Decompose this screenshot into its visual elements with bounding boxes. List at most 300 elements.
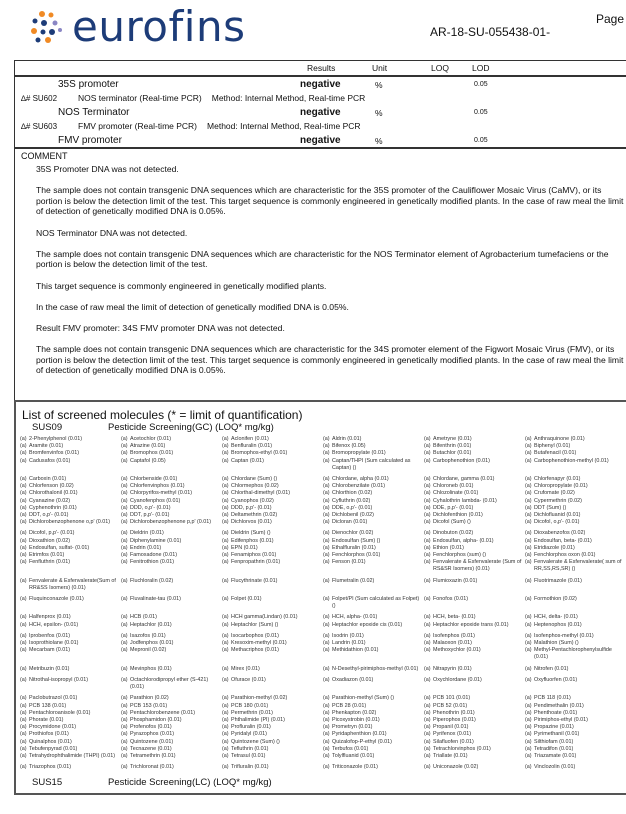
- molecule-item: [222, 476, 323, 483]
- unit: %: [375, 80, 383, 90]
- molecule-block: [20, 436, 626, 472]
- molecule-item: [323, 483, 424, 490]
- molecule-marker: (a): [20, 724, 27, 731]
- test-method: Method: Internal Method, Real-time PCR: [211, 93, 366, 103]
- molecule-marker: (a): [222, 621, 229, 628]
- molecule-name: Mirex (0.01): [231, 665, 260, 672]
- molecule-marker: (a): [323, 695, 330, 702]
- section-code: SUS15: [32, 777, 63, 789]
- test-method: Method: Internal Method, Real-time PCR: [207, 121, 361, 131]
- molecule-name: PCB 101 (0.01): [433, 695, 471, 702]
- molecule-marker: (a): [525, 497, 532, 504]
- molecule-row: [20, 505, 626, 512]
- molecule-name: Trichloronat (0.01): [130, 764, 174, 771]
- molecule-marker: (a): [20, 665, 27, 672]
- molecule-marker: (a): [323, 716, 330, 723]
- molecule-item: [222, 764, 323, 771]
- molecule-name: Endrin (0.01): [130, 544, 162, 551]
- molecule-item: [121, 695, 222, 702]
- molecule-row: [20, 753, 626, 760]
- molecule-marker: (a): [20, 443, 27, 450]
- molecule-marker: (a): [424, 702, 431, 709]
- molecule-name: Captafol (0.05): [130, 457, 166, 464]
- molecule-name: Dichlobenil (0.02): [332, 512, 374, 519]
- molecule-name: Bifenox (0.05): [332, 443, 366, 450]
- molecule-marker: (a): [323, 544, 330, 551]
- molecule-name: Endosulfan, beta- (0.01): [534, 537, 592, 544]
- molecule-name: Oxyfluorfen (0.01): [534, 676, 578, 683]
- molecule-item: [525, 483, 626, 490]
- molecule-marker: (a): [20, 738, 27, 745]
- molecule-item: [222, 753, 323, 760]
- molecule-marker: (a): [525, 483, 532, 490]
- molecule-name: Quizalofop-P-ethyl (0.01): [332, 738, 392, 745]
- molecule-marker: (a): [222, 724, 229, 731]
- molecule-row: [20, 666, 626, 673]
- molecule-item: [424, 476, 525, 483]
- molecule-name: Ethalfluralin (0.01): [332, 544, 376, 551]
- molecule-grid: [20, 436, 626, 775]
- molecule-item: [20, 519, 121, 526]
- molecule-name: DDT, o,p'- (0.01): [29, 512, 69, 519]
- molecule-name: Fenson (0.01): [332, 559, 366, 566]
- molecule-item: [525, 498, 626, 505]
- molecule-marker: (a): [20, 731, 27, 738]
- molecule-item: [323, 578, 424, 592]
- molecule-name: Fluquinconazole (0.01): [29, 596, 84, 603]
- molecule-item: [20, 443, 121, 450]
- molecule-name: Diphenylamine (0.01): [130, 537, 182, 544]
- molecule-item: [424, 552, 525, 559]
- molecule-marker: (a): [525, 745, 532, 752]
- molecule-name: Oxadiazon (0.01): [332, 676, 374, 683]
- molecule-name: Folpet/PI (Sum calculated as Folpet) (): [332, 596, 420, 610]
- molecule-name: Uniconazole (0.02): [433, 764, 479, 771]
- molecule-marker: (a): [323, 504, 330, 511]
- molecule-name: Carbophenothion (0.01): [433, 457, 490, 464]
- molecule-item: [323, 622, 424, 629]
- molecule-item: [222, 731, 323, 738]
- molecule-item: [222, 640, 323, 647]
- molecule-item: [20, 739, 121, 746]
- molecule-item: [121, 764, 222, 771]
- molecule-name: Procymidone (0.01): [29, 724, 77, 731]
- molecule-item: [121, 530, 222, 537]
- molecule-marker: (a): [20, 640, 27, 647]
- molecule-marker: (a): [222, 632, 229, 639]
- brand-name: eurofins: [72, 2, 246, 51]
- molecule-marker: (a): [222, 745, 229, 752]
- molecule-marker: (a): [20, 559, 27, 566]
- molecule-item: [525, 519, 626, 526]
- molecule-name: Profluralin (0.01): [231, 724, 271, 731]
- molecule-marker: (a): [424, 709, 431, 716]
- molecule-marker: (a): [121, 436, 128, 442]
- molecule-name: Prothiofos (0.01): [29, 731, 69, 738]
- molecule-item: [323, 519, 424, 526]
- molecule-item: [525, 436, 626, 443]
- molecule-row: [20, 530, 626, 537]
- molecule-marker: (a): [121, 450, 128, 457]
- molecule-item: [424, 578, 525, 592]
- molecule-item: [20, 724, 121, 731]
- molecule-marker: (a): [222, 483, 229, 490]
- molecule-marker: (a): [525, 443, 532, 450]
- molecule-item: [323, 717, 424, 724]
- eurofins-logo-icon: [30, 10, 64, 44]
- molecule-name: Flumetralin (0.02): [332, 577, 375, 584]
- molecule-name: Butachlor (0.01): [433, 450, 472, 457]
- molecule-item: [424, 647, 525, 661]
- molecule-item: [20, 753, 121, 760]
- molecule-item: [222, 505, 323, 512]
- molecule-marker: (a): [222, 738, 229, 745]
- molecule-item: [222, 519, 323, 526]
- molecule-marker: (a): [121, 745, 128, 752]
- molecule-name: Cadusafos (0.01): [29, 457, 71, 464]
- molecule-name: DDT, p,p'- (0.01): [130, 512, 170, 519]
- molecule-marker: (a): [222, 702, 229, 709]
- molecule-marker: (a): [424, 745, 431, 752]
- section-heading: [32, 422, 626, 434]
- molecule-name: Propanil (0.01): [433, 724, 469, 731]
- molecule-item: [121, 559, 222, 573]
- molecule-name: Fluchloralin (0.02): [130, 577, 174, 584]
- molecule-marker: (a): [424, 724, 431, 731]
- molecule-name: Deltamethrin (0.02): [231, 512, 278, 519]
- molecule-name: Chlordane, gamma (0.01): [433, 476, 495, 483]
- molecule-marker: (a): [525, 476, 532, 483]
- molecule-row: [20, 483, 626, 490]
- molecule-item: [20, 731, 121, 738]
- molecule-item: [121, 640, 222, 647]
- molecule-name: Etrimfos (0.01): [29, 552, 65, 559]
- molecule-marker: (a): [525, 716, 532, 723]
- molecule-item: [222, 436, 323, 443]
- molecule-item: [424, 614, 525, 621]
- molecule-name: Fenvalerate & Esfenvalerate(Sum of RR&SS Isomers) (0.01): [29, 577, 116, 591]
- molecule-item: [20, 530, 121, 537]
- molecule-row: [20, 695, 626, 702]
- molecule-item: [525, 559, 626, 573]
- molecule-item: [424, 640, 525, 647]
- molecule-marker: (a): [121, 632, 128, 639]
- molecule-row: [20, 450, 626, 457]
- molecule-item: [20, 505, 121, 512]
- molecule-row: [20, 552, 626, 559]
- molecule-name: Fonofos (0.01): [433, 596, 469, 603]
- molecule-name: Flucythrinate (0.01): [231, 577, 278, 584]
- results-header: [15, 61, 626, 77]
- molecule-item: [323, 614, 424, 621]
- molecule-marker: (a): [323, 702, 330, 709]
- molecule-marker: (a): [121, 552, 128, 559]
- molecule-item: [222, 490, 323, 497]
- molecule-name: Chlormephos (0.02): [231, 483, 279, 490]
- molecule-item: [121, 483, 222, 490]
- molecule-name: Dioxathion (0.02): [29, 537, 71, 544]
- molecule-item: [20, 703, 121, 710]
- molecule-marker: (a): [222, 519, 229, 526]
- molecule-item: [20, 647, 121, 661]
- molecule-marker: (a): [424, 436, 431, 442]
- molecule-marker: (a): [424, 731, 431, 738]
- molecule-name: Phenthoate (0.01): [534, 709, 578, 716]
- molecule-marker: (a): [20, 504, 27, 511]
- molecule-name: Chlorbenside (0.01): [130, 476, 178, 483]
- molecule-item: [424, 436, 525, 443]
- molecule-marker: (a): [121, 702, 128, 709]
- molecule-name: Chlozolinate (0.01): [433, 490, 479, 497]
- molecule-marker: (a): [222, 559, 229, 566]
- molecule-marker: (a): [323, 497, 330, 504]
- molecule-item: [323, 552, 424, 559]
- molecule-name: Pirimiphos-ethyl (0.01): [534, 716, 588, 723]
- molecule-marker: (a): [323, 621, 330, 628]
- molecule-name: Phorate (0.01): [29, 716, 64, 723]
- molecule-marker: (a): [424, 640, 431, 647]
- molecule-item: [323, 498, 424, 505]
- molecule-marker: (a): [20, 552, 27, 559]
- molecule-item: [121, 633, 222, 640]
- molecule-block: [20, 530, 626, 573]
- lod: 0.05: [474, 109, 488, 116]
- molecule-item: [424, 724, 525, 731]
- molecule-name: Methacriphos (0.01): [231, 647, 279, 654]
- molecule-marker: (a): [323, 614, 330, 621]
- molecule-marker: (a): [121, 537, 128, 544]
- molecule-name: Pentachloroanisole (0.01): [29, 709, 91, 716]
- molecule-marker: (a): [525, 731, 532, 738]
- molecule-marker: (a): [424, 559, 431, 566]
- molecule-name: Iprobenfos (0.01): [29, 632, 71, 639]
- molecule-row: [20, 443, 626, 450]
- molecule-marker: (a): [323, 752, 330, 759]
- molecule-name: Fenitrothion (0.01): [130, 559, 175, 566]
- molecule-block: [20, 578, 626, 592]
- molecule-name: Benfluralin (0.01): [231, 443, 273, 450]
- molecule-marker: (a): [222, 552, 229, 559]
- molecule-item: [121, 739, 222, 746]
- molecule-marker: (a): [424, 716, 431, 723]
- molecule-item: [525, 552, 626, 559]
- molecule-marker: (a): [20, 764, 27, 771]
- molecule-name: Mecarbam (0.01): [29, 647, 71, 654]
- molecule-name: Phthalimide (PI) (0.01): [231, 716, 285, 723]
- molecule-name: Phenothrin (0.01): [433, 709, 475, 716]
- molecule-marker: (a): [323, 443, 330, 450]
- comment-paragraph: Result FMV promoter: 34S FMV promoter DNA was not detected.: [36, 322, 285, 333]
- molecule-name: Heptenophos (0.01): [534, 621, 582, 628]
- molecule-name: Silafluofen (0.01): [433, 738, 474, 745]
- molecule-marker: (a): [121, 724, 128, 731]
- molecule-marker: (a): [20, 537, 27, 544]
- molecule-item: [323, 746, 424, 753]
- molecule-name: Fluvalinate-tau (0.01): [130, 596, 181, 603]
- molecule-marker: (a): [424, 497, 431, 504]
- molecule-marker: (a): [222, 577, 229, 584]
- molecule-name: Piperophos (0.01): [433, 716, 476, 723]
- molecule-name: Isocarbophos (0.01): [231, 632, 279, 639]
- molecule-item: [525, 640, 626, 647]
- molecule-block: [20, 614, 626, 628]
- molecule-item: [20, 677, 121, 691]
- molecule-marker: (a): [424, 577, 431, 584]
- molecule-item: [323, 559, 424, 573]
- molecule-item: [121, 498, 222, 505]
- molecule-item: [222, 578, 323, 592]
- molecule-item: [525, 443, 626, 450]
- molecule-item: [424, 739, 525, 746]
- molecule-name: Flumioxazin (0.01): [433, 577, 478, 584]
- molecule-marker: (a): [121, 483, 128, 490]
- molecule-row: [20, 739, 626, 746]
- molecule-name: Bromopropylate (0.01): [332, 450, 386, 457]
- molecule-item: [121, 512, 222, 519]
- molecule-marker: (a): [323, 724, 330, 731]
- molecule-item: [424, 450, 525, 457]
- molecule-item: [222, 458, 323, 472]
- molecule-name: Tecnazene (0.01): [130, 745, 172, 752]
- result-row: [15, 105, 626, 119]
- molecule-name: Fenamiphos (0.01): [231, 552, 277, 559]
- molecule-name: Ametryne (0.01): [433, 436, 472, 442]
- molecule-marker: (a): [20, 745, 27, 752]
- molecule-name: Bromfenvinfos (0.01): [29, 450, 80, 457]
- molecule-marker: (a): [121, 695, 128, 702]
- molecule-marker: (a): [323, 640, 330, 647]
- molecule-name: Carboxin (0.01): [29, 476, 67, 483]
- comment-body: [36, 164, 624, 386]
- molecule-item: [20, 483, 121, 490]
- molecule-item: [424, 458, 525, 472]
- molecule-name: Edifenphos (0.01): [231, 537, 274, 544]
- molecule-name: Pentachlorobenzene (0.01): [130, 709, 196, 716]
- molecule-name: Pyrifenox (0.01): [433, 731, 472, 738]
- molecule-item: [525, 614, 626, 621]
- molecule-name: Malaoxon (0.01): [433, 640, 472, 647]
- molecule-item: [323, 666, 424, 673]
- page-label: Page: [595, 12, 624, 26]
- molecule-name: Cyanazine (0.02): [29, 497, 71, 504]
- molecule-name: Triallate (0.01): [433, 752, 468, 759]
- molecule-name: Chlorothalonil (0.01): [29, 490, 78, 497]
- molecule-name: Isodrin (0.01): [332, 632, 364, 639]
- molecule-name: Profenofos (0.01): [130, 724, 172, 731]
- molecule-item: [20, 538, 121, 545]
- molecule-item: [121, 666, 222, 673]
- molecule-name: Anthraquinone (0.01): [534, 436, 585, 442]
- molecule-item: [424, 731, 525, 738]
- molecule-marker: (a): [424, 752, 431, 759]
- molecule-marker: (a): [121, 476, 128, 483]
- molecule-name: Carbophenothion-methyl (0.01): [534, 457, 609, 464]
- molecule-name: Endosulfan, alpha- (0.01): [433, 537, 494, 544]
- molecule-name: Oxychlordane (0.01): [433, 676, 482, 683]
- molecule-name: Fluotrimazole (0.01): [534, 577, 582, 584]
- molecule-row: [20, 731, 626, 738]
- molecule-marker: (a): [222, 640, 229, 647]
- molecule-marker: (a): [424, 614, 431, 621]
- molecule-row: [20, 633, 626, 640]
- molecule-marker: (a): [20, 695, 27, 702]
- molecule-block: [20, 476, 626, 526]
- molecule-name: Landrin (0.01): [332, 640, 366, 647]
- molecule-marker: (a): [121, 665, 128, 672]
- molecule-name: Biphenyl (0.01): [534, 443, 571, 450]
- molecule-name: Bromophos-ethyl (0.01): [231, 450, 288, 457]
- molecule-marker: (a): [424, 676, 431, 683]
- molecule-item: [424, 490, 525, 497]
- molecule-item: [525, 753, 626, 760]
- molecule-marker: (a): [121, 497, 128, 504]
- molecule-marker: (a): [424, 647, 431, 654]
- molecule-name: Heptachlor (Sum) (): [231, 621, 279, 628]
- molecule-marker: (a): [424, 443, 431, 450]
- molecule-marker: (a): [323, 537, 330, 544]
- molecule-item: [525, 724, 626, 731]
- result-value: negative: [300, 107, 341, 118]
- molecule-item: [323, 764, 424, 771]
- molecule-marker: (a): [323, 457, 330, 464]
- molecule-marker: (a): [424, 695, 431, 702]
- molecule-item: [323, 739, 424, 746]
- molecule-row: [20, 746, 626, 753]
- molecule-marker: (a): [222, 752, 229, 759]
- molecule-marker: (a): [121, 512, 128, 519]
- molecule-marker: (a): [424, 537, 431, 544]
- molecule-item: [424, 666, 525, 673]
- result-value: negative: [300, 135, 341, 146]
- molecule-name: Heptachlor epoxide trans (0.01): [433, 621, 509, 628]
- molecule-marker: (a): [121, 621, 128, 628]
- molecule-marker: (a): [323, 490, 330, 497]
- molecule-item: [323, 436, 424, 443]
- test-row: [15, 119, 626, 133]
- molecule-row: [20, 578, 626, 592]
- molecule-item: [20, 614, 121, 621]
- molecule-item: [222, 739, 323, 746]
- result-row: [15, 133, 626, 147]
- lod: 0.05: [474, 81, 488, 88]
- molecule-item: [20, 552, 121, 559]
- molecule-name: Bromophos (0.01): [130, 450, 174, 457]
- molecule-item: [121, 519, 222, 526]
- molecule-item: [20, 436, 121, 443]
- molecule-marker: (a): [525, 490, 532, 497]
- molecule-name: Parathion (0.02): [130, 695, 169, 702]
- comment-paragraph: The sample does not contain transgenic DNA sequences which are characteristic for the 34S promoter element of the Figwort Mosaic Virus (FMV), or its portion is below the detection limit of the test. This target sequence is commonly engineered in genetically modified plants. In the case of raw meal the limit of detection of genetically modified DNA is 0.05%.: [36, 344, 624, 376]
- molecule-name: DDD, o,p'- (0.01): [130, 504, 171, 511]
- molecule-row: [20, 490, 626, 497]
- molecule-row: [20, 622, 626, 629]
- molecule-marker: (a): [424, 450, 431, 457]
- section-heading: [32, 777, 626, 789]
- molecule-marker: (a): [424, 632, 431, 639]
- molecule-marker: (a): [20, 450, 27, 457]
- comment-section: [14, 147, 626, 401]
- molecule-name: Chloropropylate (0.01): [534, 483, 588, 490]
- molecule-name: PCB 180 (0.01): [231, 702, 269, 709]
- molecule-item: [20, 764, 121, 771]
- molecule-marker: (a): [20, 544, 27, 551]
- molecule-name: Tetramethrin (0.01): [130, 752, 176, 759]
- molecule-name: Isoprothiolane (0.01): [29, 640, 79, 647]
- molecule-item: [222, 614, 323, 621]
- molecule-item: [121, 746, 222, 753]
- molecule-name: Methidathion (0.01): [332, 647, 379, 654]
- molecule-marker: (a): [525, 530, 532, 537]
